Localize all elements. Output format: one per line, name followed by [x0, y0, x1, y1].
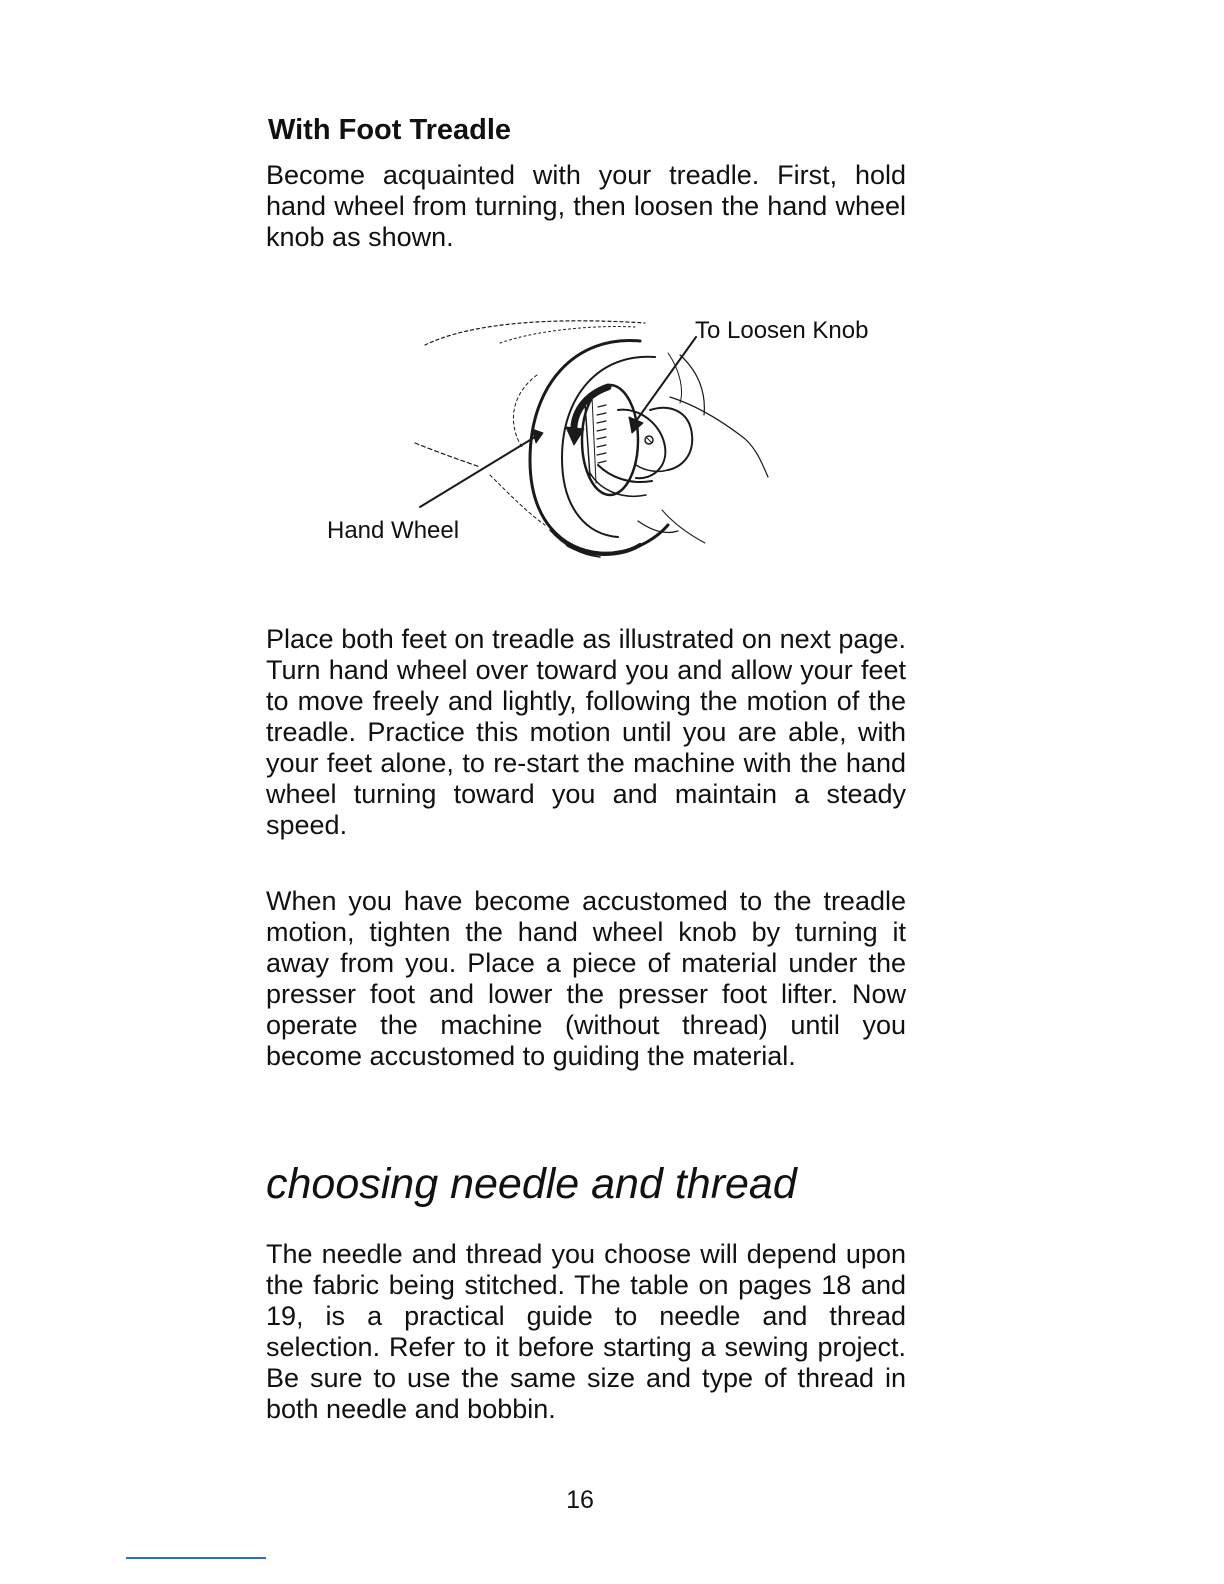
intro-paragraph: Become acquainted with your treadle. First, hold hand wheel from turning, then loosen the hand wheel knob as shown.	[266, 160, 906, 252]
tighten-knob-paragraph: When you have become accustomed to the treadle motion, tighten the hand wheel knob by turning it away from you. Place a piece of material under the presser foot and lower the presser foot lifter. Now operate the machine (without thread) until you become accustomed to guiding the material.	[266, 886, 906, 1071]
hand-wheel-label: Hand Wheel	[327, 517, 460, 544]
hand-wheel-figure	[300, 295, 920, 585]
treadle-practice-paragraph: Place both feet on treadle as illustrated on next page. Turn hand wheel over toward you and allow your feet to move freely and lightly, following the motion of the treadle. Practice this motion until you are able, with your feet alone, to re-start the machine with the hand wheel turning toward you and maintain a steady speed.	[266, 624, 906, 840]
footer-rule	[126, 1557, 266, 1559]
page-number: 16	[566, 1486, 594, 1514]
choosing-needle-thread-title: choosing needle and thread	[266, 1160, 797, 1208]
needle-thread-paragraph: The needle and thread you choose will depend upon the fabric being stitched. The table on pages 18 and 19, is a practical guide to needle and thread selection. Refer to it before starting a sewing project. Be sure to use the same size and type of thread in both needle and bobbin.	[266, 1239, 906, 1424]
section-heading-foot-treadle: With Foot Treadle	[268, 114, 512, 146]
to-loosen-knob-label: To Loosen Knob	[695, 317, 869, 344]
